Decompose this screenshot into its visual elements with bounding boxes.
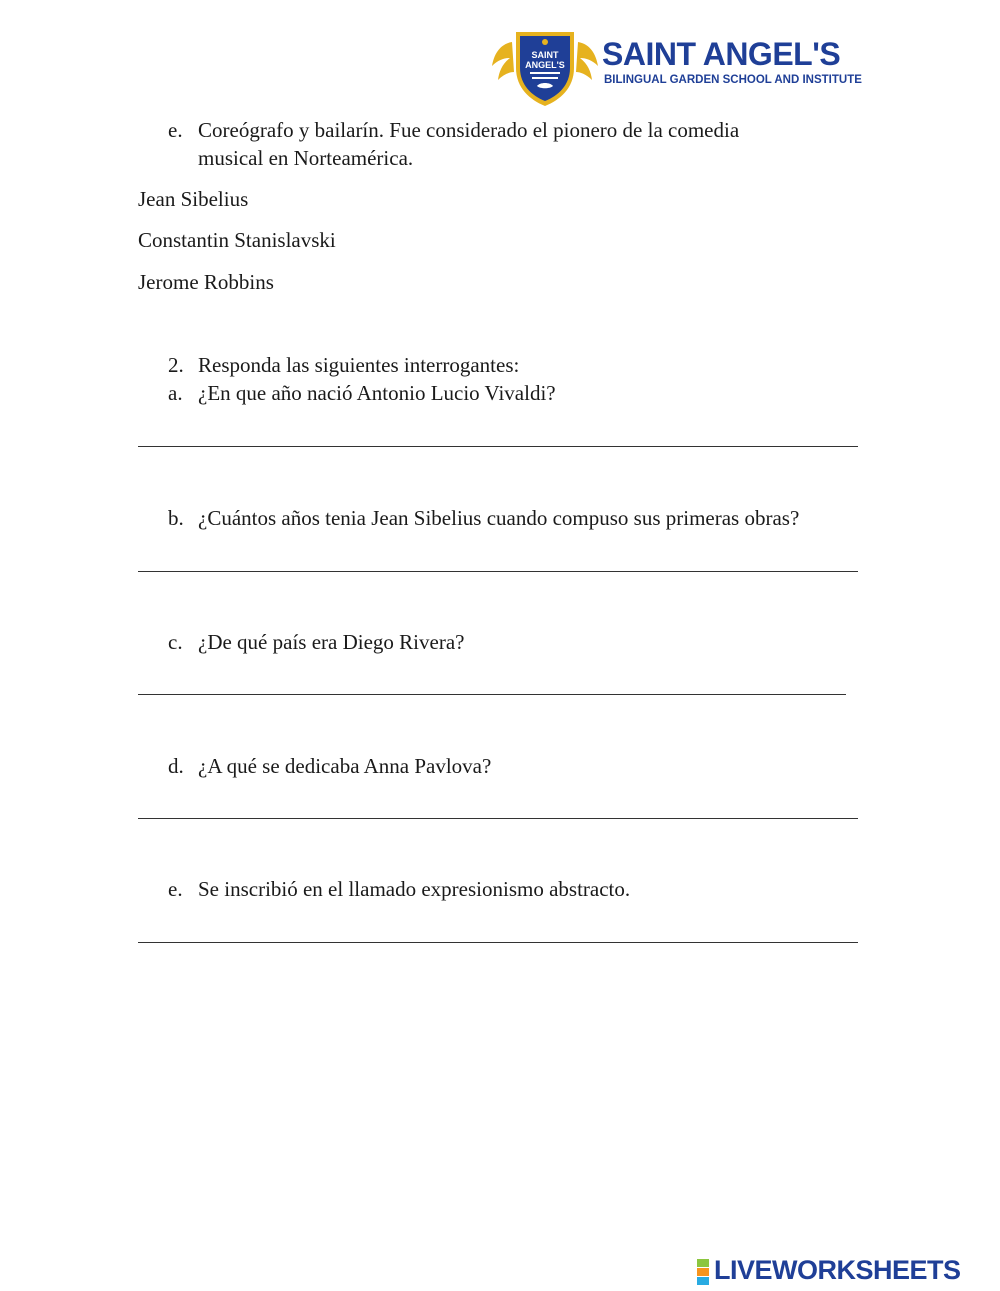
answer-blank-e[interactable] (138, 942, 858, 943)
list-item (168, 116, 739, 144)
answer-blank-b[interactable] (138, 571, 858, 572)
question-text: ¿En que año nació Antonio Lucio Vivaldi? (198, 381, 556, 405)
colored-blocks-icon (697, 1259, 709, 1285)
item-text-continuation: musical en Norteamérica. (198, 146, 414, 170)
crest-icon (490, 22, 600, 108)
liveworksheets-text: LIVEWORKSHEETS (714, 1255, 961, 1285)
answer-blank-c[interactable] (138, 694, 846, 695)
question-marker: b. (168, 506, 184, 530)
question-text: ¿A qué se dedicaba Anna Pavlova? (198, 754, 492, 778)
question-d (168, 752, 491, 780)
answer-option: Jerome Robbins (138, 270, 274, 294)
question-marker: a. (168, 381, 183, 405)
section-heading-text: Responda las siguientes interrogantes: (198, 353, 520, 377)
section-heading (168, 351, 519, 379)
item-marker: e. (168, 118, 183, 142)
answer-blank-d[interactable] (138, 818, 858, 819)
answer-option: Jean Sibelius (138, 187, 249, 211)
question-text: Se inscribió en el llamado expresionismo abstracto. (198, 877, 631, 901)
school-name: SAINT ANGEL'S (602, 36, 841, 72)
question-a (168, 379, 556, 407)
question-text: ¿De qué país era Diego Rivera? (198, 630, 465, 654)
answer-option: Constantin Stanislavski (138, 228, 336, 252)
question-marker: e. (168, 877, 183, 901)
question-b (168, 504, 799, 532)
answer-blank-a[interactable] (138, 446, 858, 447)
section-number: 2. (168, 353, 184, 377)
question-e (168, 875, 630, 903)
svg-text:ANGEL'S: ANGEL'S (525, 60, 565, 70)
question-c (168, 628, 464, 656)
question-marker: d. (168, 754, 184, 778)
svg-text:SAINT: SAINT (531, 50, 559, 60)
question-text: ¿Cuántos años tenia Jean Sibelius cuando compuso sus primeras obras? (198, 506, 800, 530)
question-marker: c. (168, 630, 183, 654)
school-subtitle: BILINGUAL GARDEN SCHOOL AND INSTITUTE (604, 74, 862, 86)
item-text: Coreógrafo y bailarín. Fue considerado el pionero de la comedia (198, 118, 740, 142)
school-logo (490, 22, 860, 108)
